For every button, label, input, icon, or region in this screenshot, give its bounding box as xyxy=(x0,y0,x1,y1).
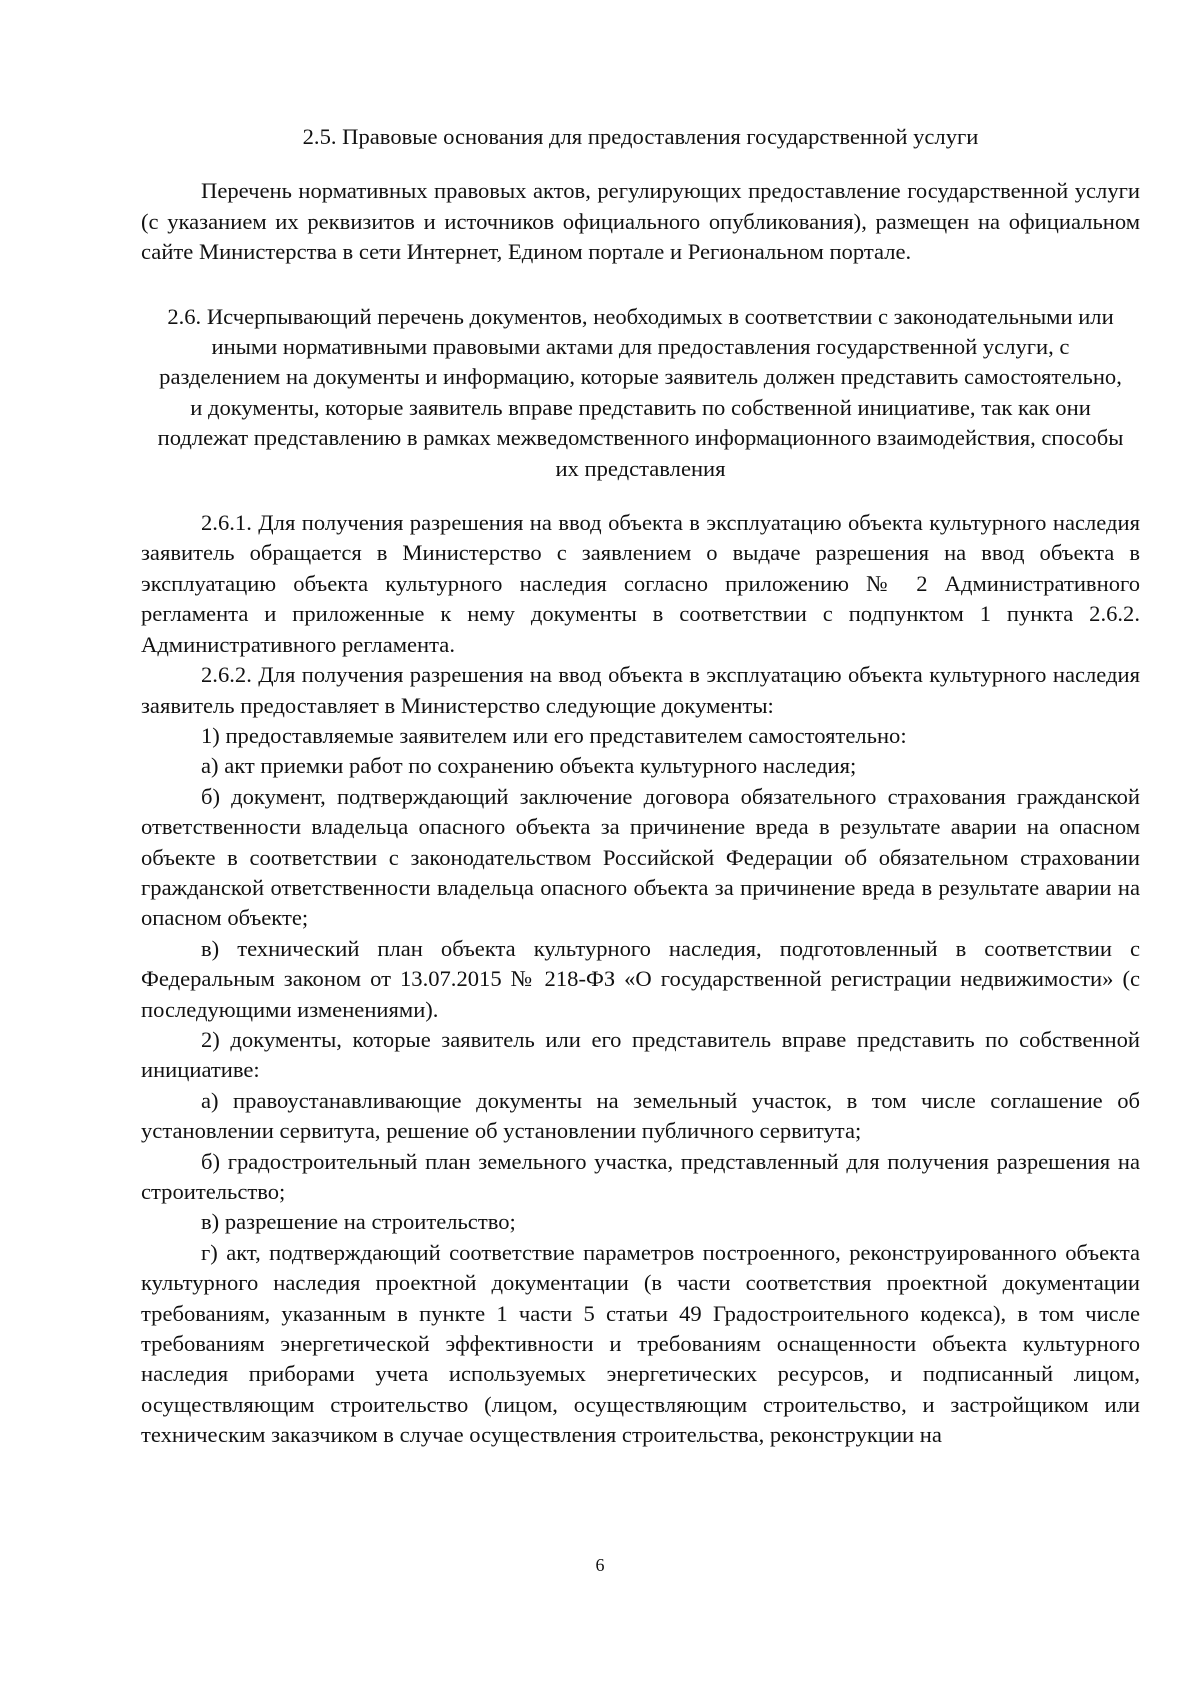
list-item-1: 1) предоставляемые заявителем или его представителем самостоятельно: xyxy=(201,722,907,748)
document-page xyxy=(141,122,1140,1451)
list-item-2a: а) правоустанавливающие документы на земельный участок, в том числе соглашение об установлении сервитута, решение об установлении публичного сервитута; xyxy=(141,1087,1140,1144)
list-item-2g: г) акт, подтверждающий соответствие параметров построенного, реконструированного объекта культурного наследия проектной документации (в части соответствия проектной документации требованиям, указанным в пункте 1 части 5 статьи 49 Градостроительного кодекса), в том числе требованиям энергетической эффективности и требованиям оснащенности объекта культурного наследия приборами учета используемых энергетических ресурсов, и подписанный лицом, осуществляющим строительство (лицом, осуществляющим строительство, и застройщиком или техническим заказчиком в случае осуществления строительства, реконструкции на xyxy=(141,1239,1140,1448)
paragraph-2-6-1: 2.6.1. Для получения разрешения на ввод объекта в эксплуатацию объекта культурного наследия заявитель обращается в Министерство с заявлением о выдаче разрешения на ввод объекта в эксплуатацию объекта культурного наследия согласно приложению № 2 Административного регламента и приложенные к нему документы в соответствии с подпунктом 1 пункта 2.6.2. Административного регламента. xyxy=(141,510,1140,657)
section-heading-2-5: 2.5. Правовые основания для предоставления государственной услуги xyxy=(302,124,979,149)
list-item-2: 2) документы, которые заявитель или его представитель вправе представить по собственной инициативе: xyxy=(141,1026,1140,1083)
list-item-1v: в) технический план объекта культурного наследия, подготовленный в соответствии с Федеральным законом от 13.07.2015 № 218-ФЗ «О государственной регистрации недвижимости» (с последующими изменениями). xyxy=(141,935,1140,1022)
paragraph-legal-grounds: Перечень нормативных правовых актов, регулирующих предоставление государственной услуги (с указанием их реквизитов и источников официального опубликования), размещен на официальном сайте Министерства в сети Интернет, Едином портале и Региональном портале. xyxy=(141,178,1140,265)
list-item-1a: а) акт приемки работ по сохранению объекта культурного наследия; xyxy=(201,753,857,779)
page-number: 6 xyxy=(595,1555,605,1575)
list-item-1b: б) документ, подтверждающий заключение договора обязательного страхования гражданской ответственности владельца опасного объекта за причинение вреда в результате аварии на опасном объекте в соответствии с законодательством Российской Федерации об обязательном страховании гражданской ответственности владельца опасного объекта за причинение вреда в результате аварии на опасном объекте; xyxy=(141,783,1140,931)
paragraph-2-6-2: 2.6.2. Для получения разрешения на ввод объекта в эксплуатацию объекта культурного наследия заявитель предоставляет в Министерство следующие документы: xyxy=(141,662,1140,718)
list-item-2v: в) разрешение на строительство; xyxy=(201,1209,516,1235)
list-item-2b: б) градостроительный план земельного участка, представленный для получения разрешения на строительство; xyxy=(141,1148,1140,1204)
section-heading-2-6: 2.6. Исчерпывающий перечень документов, необходимых в соответствии с законодательными или иными нормативными правовыми актами для предоставления государственной услуги, с разделением на документы и информацию, которые заявитель должен представить самостоятельно, и документы, которые заявитель вправе представить по собственной инициативе, так как они подлежат представлению в рамках межведомственного информационного взаимодействия, способы их представления xyxy=(157,303,1124,481)
